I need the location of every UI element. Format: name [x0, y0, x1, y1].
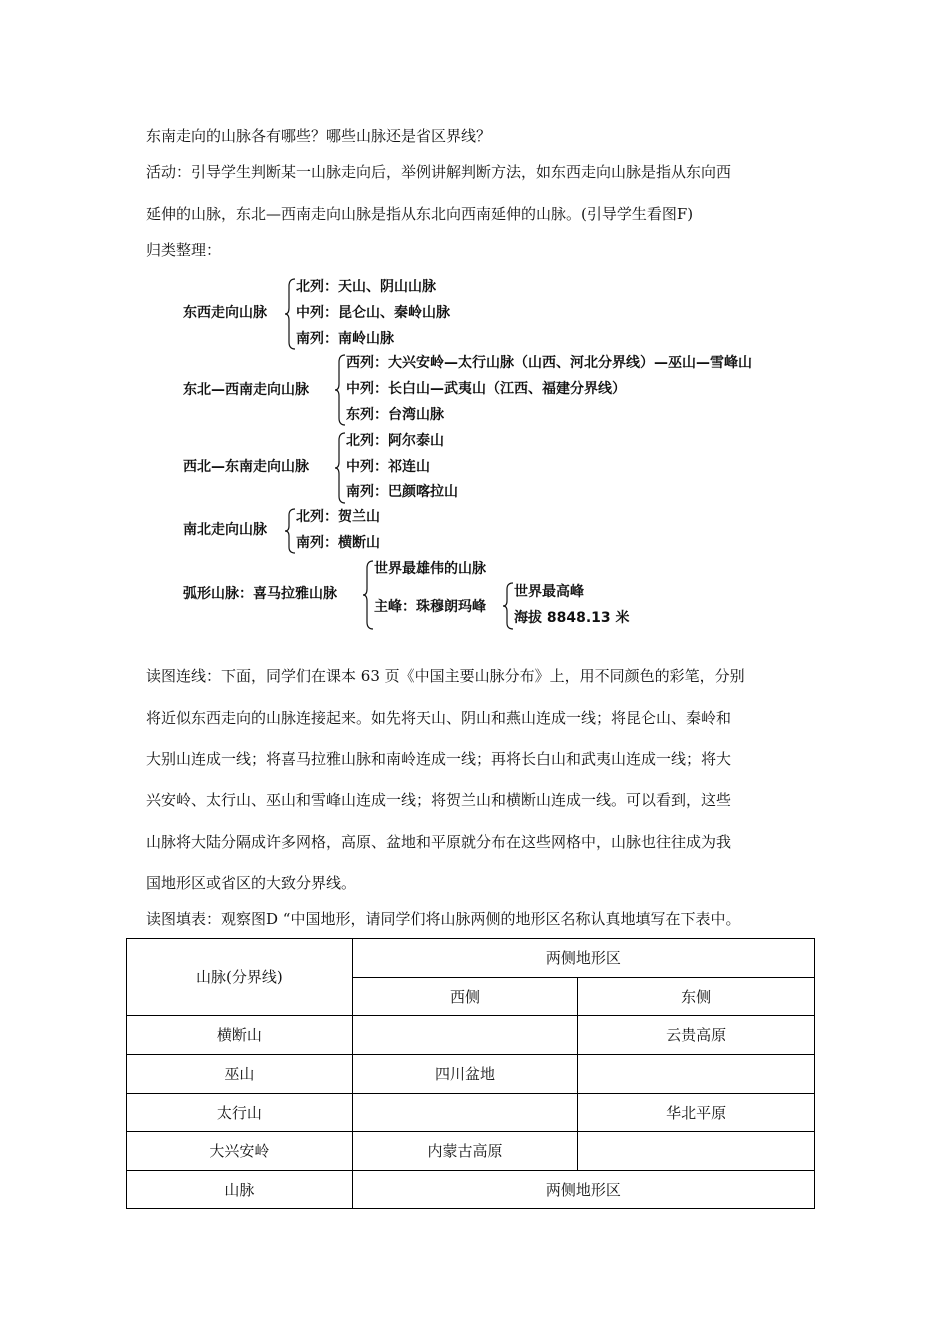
cell-west [352, 1094, 578, 1132]
peak-item-altitude: 海拔 8848.13 米 [514, 610, 630, 626]
ns-label: 南北走向山脉 [183, 522, 267, 538]
header-east: 东侧 [578, 978, 815, 1016]
summary-heading: 归类整理： [146, 241, 222, 259]
cell-mountain: 横断山 [127, 1016, 353, 1055]
ns-brace [284, 508, 296, 554]
cell-east: 云贵高原 [578, 1016, 815, 1055]
cell-mountain: 大兴安岭 [127, 1132, 353, 1171]
cell-west: 内蒙古高原 [352, 1132, 578, 1171]
ew-item-south: 南列：南岭山脉 [296, 331, 394, 347]
activity-text-line2: 延伸的山脉，东北—西南走向山脉是指从东北向西南延伸的山脉。(引导学生看图F) [146, 205, 694, 223]
map-connect-line4: 兴安岭、太行山、巫山和雪峰山连成一线；将贺兰山和横断山连成一线。可以看到，这些 [146, 791, 732, 809]
question-text: 东南走向的山脉各有哪些？哪些山脉还是省区界线？ [146, 127, 492, 145]
nesw-item-east: 东列：台湾山脉 [346, 407, 444, 423]
terrain-table [126, 938, 815, 1209]
ew-label: 东西走向山脉 [183, 305, 267, 321]
nwse-item-middle: 中列：祁连山 [346, 459, 430, 475]
table-row [127, 1094, 815, 1132]
cell-east [578, 1055, 815, 1094]
cell-mountain: 太行山 [127, 1094, 353, 1132]
nesw-brace [334, 354, 346, 426]
arc-item-main-peak: 主峰：珠穆朗玛峰 [374, 599, 486, 615]
cell-east [578, 1132, 815, 1171]
peak-brace [502, 582, 514, 630]
table-row [127, 1055, 815, 1094]
ew-brace [284, 278, 296, 350]
arc-label: 弧形山脉：喜马拉雅山脉 [183, 586, 337, 602]
cell-mountain: 巫山 [127, 1055, 353, 1094]
activity-text-line1: 活动：引导学生判断某一山脉走向后，举例讲解判断方法，如东西走向山脉是指从东向西 [146, 163, 732, 181]
map-connect-line2: 将近似东西走向的山脉连接起来。如先将天山、阴山和燕山连成一线；将昆仑山、秦岭和 [146, 709, 732, 727]
table-row [127, 1132, 815, 1171]
nwse-item-south: 南列：巴颜喀拉山 [346, 484, 458, 500]
nwse-label: 西北—东南走向山脉 [183, 459, 309, 475]
table-row [127, 1171, 815, 1209]
table-row [127, 1016, 815, 1055]
cell-east: 华北平原 [578, 1094, 815, 1132]
nesw-item-middle: 中列：长白山—武夷山（江西、福建分界线） [346, 381, 626, 397]
nesw-label: 东北—西南走向山脉 [183, 382, 309, 398]
peak-item-highest: 世界最高峰 [514, 584, 584, 600]
nwse-item-north: 北列：阿尔泰山 [346, 433, 444, 449]
map-connect-line3: 大别山连成一线；将喜马拉雅山脉和南岭连成一线；再将长白山和武夷山连成一线；将大 [146, 750, 732, 768]
ns-item-north: 北列：贺兰山 [296, 509, 380, 525]
header-sides: 两侧地形区 [352, 939, 814, 978]
map-connect-line6: 国地形区或省区的大致分界线。 [146, 874, 357, 892]
cell-sides: 两侧地形区 [352, 1171, 814, 1209]
cell-west [352, 1016, 578, 1055]
map-connect-line5: 山脉将大陆分隔成许多网格，高原、盆地和平原就分布在这些网格中，山脉也往往成为我 [146, 833, 732, 851]
nwse-brace [334, 432, 346, 504]
table-instruction: 读图填表：观察图D “中国地形，请同学们将山脉两侧的地形区名称认真地填写在下表中。 [146, 910, 741, 928]
ew-item-north: 北列：天山、阴山山脉 [296, 279, 436, 295]
ew-item-middle: 中列：昆仑山、秦岭山脉 [296, 305, 450, 321]
ns-item-south: 南列：横断山 [296, 535, 380, 551]
arc-item-majestic: 世界最雄伟的山脉 [374, 561, 486, 577]
cell-west: 四川盆地 [352, 1055, 578, 1094]
header-west: 西侧 [352, 978, 578, 1016]
map-connect-line1: 读图连线：下面，同学们在课本 63 页《中国主要山脉分布》上，用不同颜色的彩笔，分别 [146, 667, 745, 685]
cell-mountain: 山脉 [127, 1171, 353, 1209]
arc-brace [362, 560, 374, 630]
header-mountain: 山脉(分界线) [127, 939, 353, 1016]
nesw-item-west: 西列：大兴安岭—太行山脉（山西、河北分界线）—巫山—雪峰山 [346, 355, 752, 371]
